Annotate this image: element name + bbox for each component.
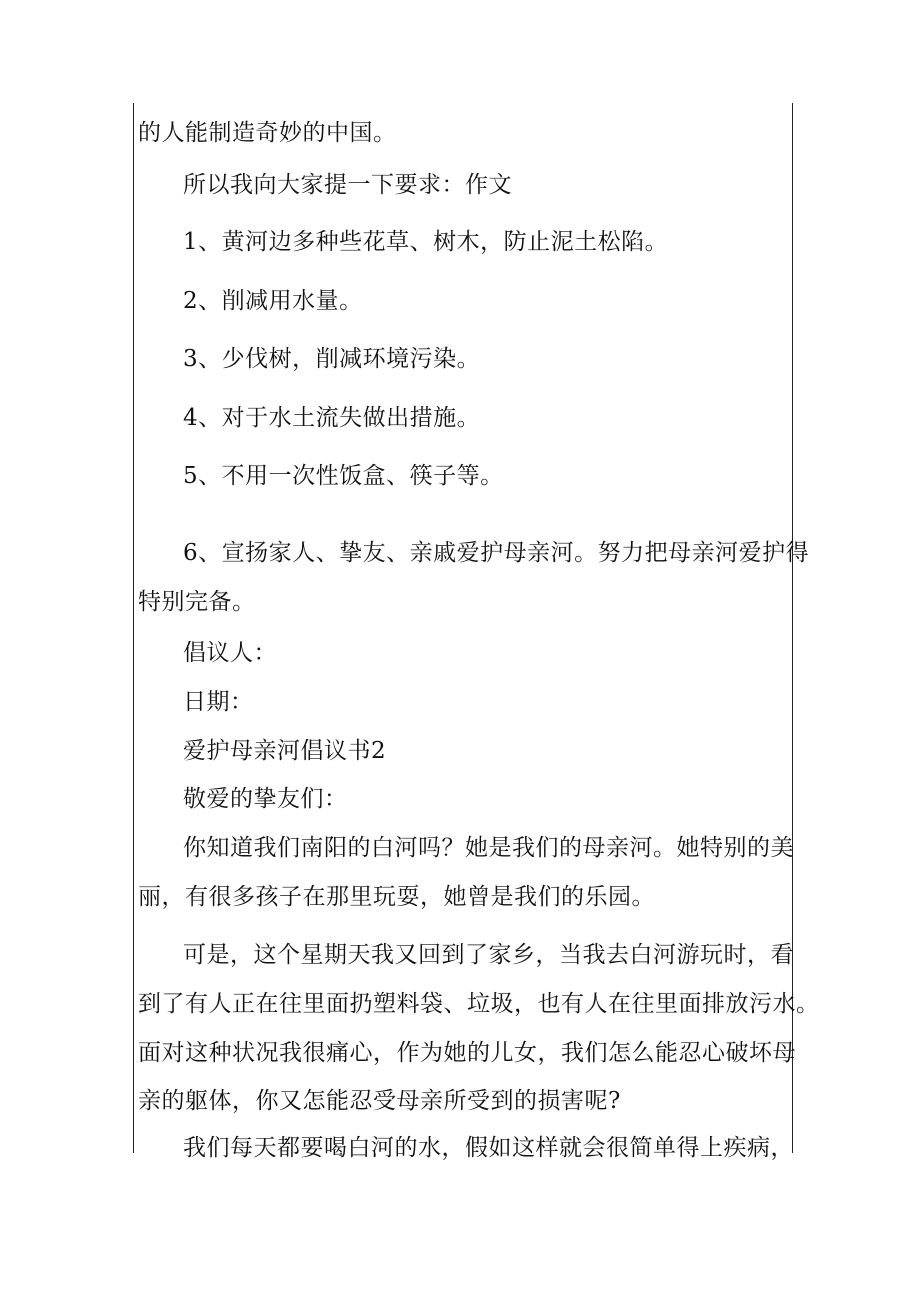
signature-label: 倡议人： (183, 640, 277, 666)
list-item: 2、削减用水量。 (183, 288, 363, 314)
text-line: 到了有人正在往里面扔塑料袋、垃圾，也有人在往里面排放污水。 (138, 991, 820, 1017)
text-line: 你知道我们南阳的白河吗？她是我们的母亲河。她特别的美 (183, 835, 794, 861)
text-line: 所以我向大家提一下要求：作文 (183, 172, 512, 198)
date-label: 日期： (183, 689, 254, 715)
text-line: 亲的躯体，你又怎能忍受母亲所受到的损害呢? (138, 1088, 621, 1114)
list-item: 6、宣扬家人、挚友、亲戚爱护母亲河。努力把母亲河爱护得 (183, 540, 810, 566)
text-line: 特别完备。 (138, 589, 256, 615)
text-line: 可是，这个星期天我又回到了家乡，当我去白河游玩时，看 (183, 942, 794, 968)
salutation: 敬爱的挚友们： (183, 786, 348, 812)
text-line: 我们每天都要喝白河的水，假如这样就会很简单得上疾病， (183, 1135, 794, 1161)
text-line: 面对这种状况我很痛心，作为她的儿女，我们怎么能忍心破坏母 (138, 1040, 796, 1066)
section-title: 爱护母亲河倡议书2 (183, 738, 387, 764)
left-border-line (133, 103, 134, 1153)
text-line: 的人能制造奇妙的中国。 (138, 120, 397, 146)
list-item: 1、黄河边多种些花草、树木，防止泥土松陷。 (183, 229, 669, 255)
list-item: 4、对于水土流失做出措施。 (183, 405, 481, 431)
text-line: 丽，有很多孩子在那里玩耍，她曾是我们的乐园。 (138, 884, 655, 910)
list-item: 3、少伐树，削减环境污染。 (183, 346, 481, 372)
list-item: 5、不用一次性饭盒、筷子等。 (183, 463, 504, 489)
